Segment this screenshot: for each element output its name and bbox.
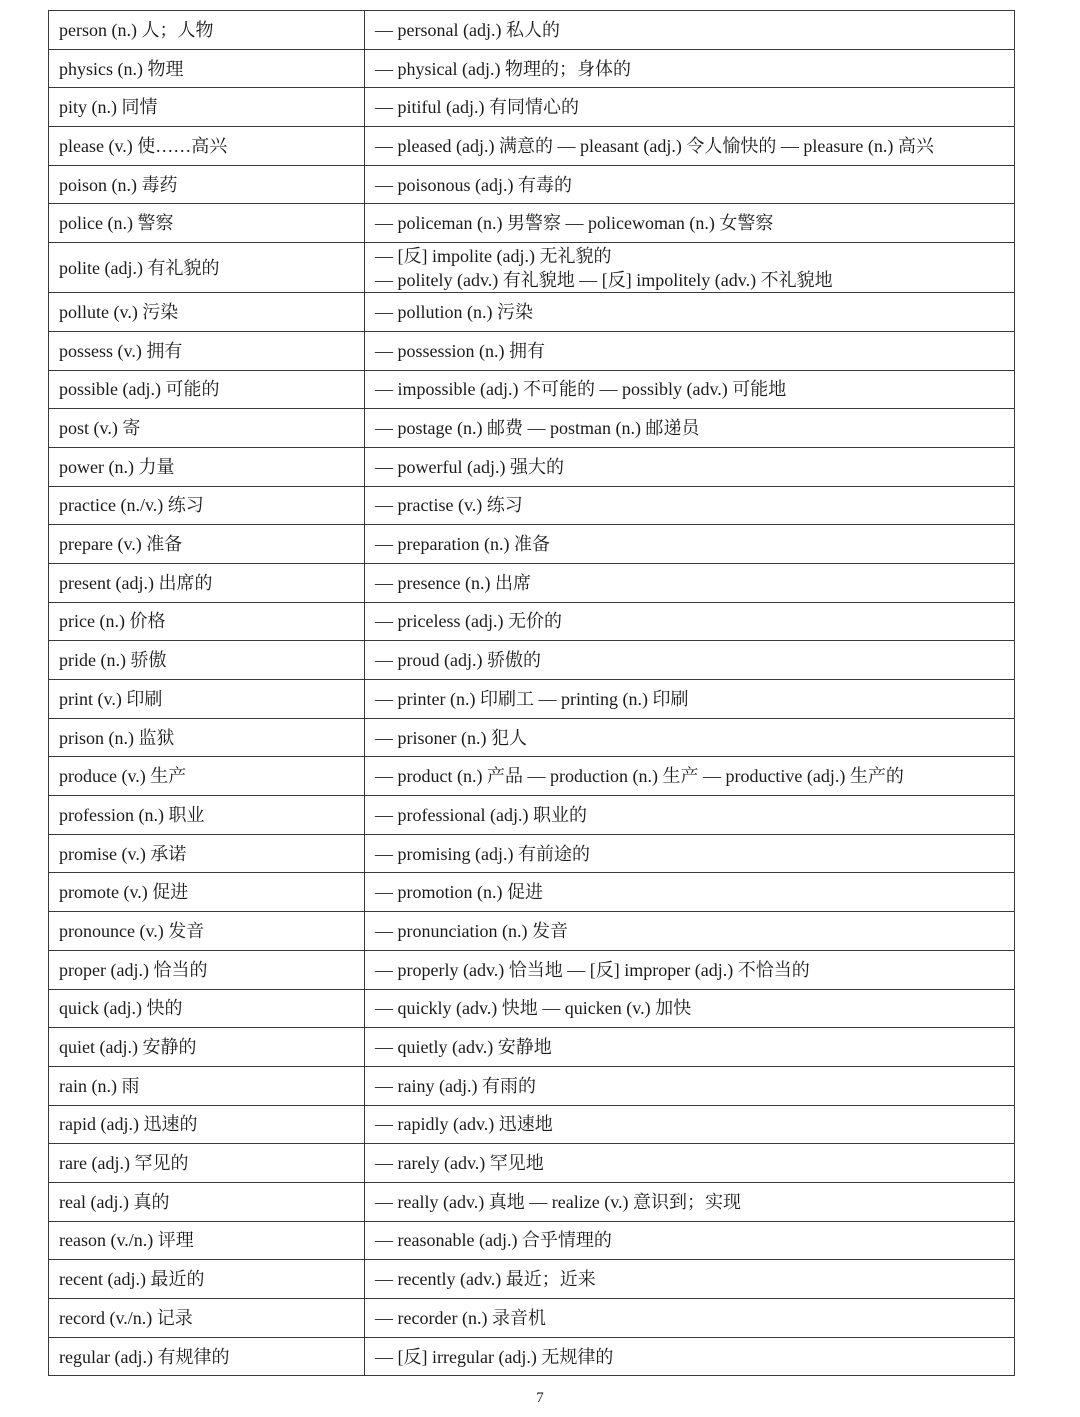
derivative-line: — quickly (adv.) 快地 — quicken (v.) 加快 [375,998,692,1019]
derivatives-cell [365,486,1015,525]
headword-cell: pronounce (v.) 发音 [49,912,365,951]
headword-cell: reason (v./n.) 评理 [49,1221,365,1260]
derivatives-cell [365,912,1015,951]
derivatives-cell [365,165,1015,204]
headword-cell: poison (n.) 毒药 [49,165,365,204]
table-row [49,1182,1015,1221]
derivative-line: — rainy (adj.) 有雨的 [375,1075,536,1096]
headword-cell: price (n.) 价格 [49,602,365,641]
table-row [49,873,1015,912]
derivatives-cell [365,834,1015,873]
headword-cell: pity (n.) 同情 [49,88,365,127]
table-row [49,912,1015,951]
derivatives-cell [365,204,1015,243]
table-row [49,447,1015,486]
derivative-line: — professional (adj.) 职业的 [375,804,587,825]
table-row [49,409,1015,448]
derivatives-cell [365,1144,1015,1183]
derivatives-cell [365,49,1015,88]
derivative-line: — properly (adv.) 恰当地 — [反] improper (adj.) 不恰当的 [375,959,810,980]
derivative-line: — pleased (adj.) 满意的 — pleasant (adj.) 令人愉快的 — pleasure (n.) 高兴 [375,135,934,156]
derivatives-cell [365,680,1015,719]
table-row [49,757,1015,796]
table-row [49,641,1015,680]
derivatives-cell [365,447,1015,486]
table-row [49,680,1015,719]
table-row [49,11,1015,50]
derivative-line: — pollution (n.) 污染 [375,301,533,322]
table-row [49,834,1015,873]
table-row [49,1299,1015,1338]
headword-cell: power (n.) 力量 [49,447,365,486]
derivative-line: — product (n.) 产品 — production (n.) 生产 — productive (adj.) 生产的 [375,766,904,787]
derivatives-cell [365,1299,1015,1338]
headword-cell: person (n.) 人；人物 [49,11,365,50]
table-row [49,796,1015,835]
derivatives-cell [365,370,1015,409]
derivative-line: — really (adv.) 真地 — realize (v.) 意识到；实现 [375,1191,742,1212]
derivatives-cell [365,950,1015,989]
headword-cell: present (adj.) 出席的 [49,563,365,602]
derivatives-cell [365,1105,1015,1144]
derivatives-cell [365,127,1015,166]
derivative-line: — promising (adj.) 有前途的 [375,843,590,864]
headword-cell: police (n.) 警察 [49,204,365,243]
derivatives-cell [365,1182,1015,1221]
table-row [49,486,1015,525]
derivative-line: — recently (adv.) 最近；近来 [375,1269,596,1290]
headword-cell: rapid (adj.) 迅速的 [49,1105,365,1144]
headword-cell: possible (adj.) 可能的 [49,370,365,409]
derivatives-cell [365,293,1015,332]
table-row [49,331,1015,370]
derivative-line: — possession (n.) 拥有 [375,340,545,361]
vocabulary-table-body [49,11,1015,1376]
derivatives-cell [365,1337,1015,1376]
derivative-line: — rapidly (adv.) 迅速地 [375,1114,553,1135]
derivatives-cell [365,796,1015,835]
derivative-line: — [反] irregular (adj.) 无规律的 [375,1346,614,1367]
headword-cell: record (v./n.) 记录 [49,1299,365,1338]
derivatives-cell [365,1221,1015,1260]
derivative-line: — pitiful (adj.) 有同情心的 [375,97,579,118]
table-row [49,602,1015,641]
derivatives-cell [365,1028,1015,1067]
headword-cell: recent (adj.) 最近的 [49,1260,365,1299]
headword-cell: practice (n./v.) 练习 [49,486,365,525]
headword-cell: pollute (v.) 污染 [49,293,365,332]
headword-cell: profession (n.) 职业 [49,796,365,835]
headword-cell: please (v.) 使……高兴 [49,127,365,166]
table-row [49,950,1015,989]
headword-cell: pride (n.) 骄傲 [49,641,365,680]
derivatives-cell [365,641,1015,680]
headword-cell: real (adj.) 真的 [49,1182,365,1221]
table-row [49,49,1015,88]
table-row [49,243,1015,293]
table-row [49,525,1015,564]
derivative-line: — rarely (adv.) 罕见地 [375,1153,544,1174]
headword-cell: quick (adj.) 快的 [49,989,365,1028]
derivative-line: — quietly (adv.) 安静地 [375,1037,552,1058]
headword-cell: quiet (adj.) 安静的 [49,1028,365,1067]
headword-cell: prison (n.) 监狱 [49,718,365,757]
headword-cell: physics (n.) 物理 [49,49,365,88]
derivatives-cell [365,563,1015,602]
derivative-line: — prisoner (n.) 犯人 [375,727,527,748]
table-row [49,1221,1015,1260]
derivative-line: — poisonous (adj.) 有毒的 [375,174,572,195]
derivatives-cell [365,243,1015,293]
table-row [49,1105,1015,1144]
derivative-line: — policeman (n.) 男警察 — policewoman (n.) 女警察 [375,213,774,234]
table-row [49,88,1015,127]
headword-cell: promote (v.) 促进 [49,873,365,912]
derivatives-cell [365,757,1015,796]
table-row [49,370,1015,409]
derivatives-cell [365,602,1015,641]
derivative-line: — promotion (n.) 促进 [375,882,543,903]
derivative-line: — proud (adj.) 骄傲的 [375,650,541,671]
headword-cell: post (v.) 寄 [49,409,365,448]
table-row [49,989,1015,1028]
headword-cell: produce (v.) 生产 [49,757,365,796]
derivatives-cell [365,11,1015,50]
table-row [49,1260,1015,1299]
headword-cell: promise (v.) 承诺 [49,834,365,873]
derivative-line: — powerful (adj.) 强大的 [375,456,564,477]
derivative-line: — practise (v.) 练习 [375,495,523,516]
page-number: 7 [536,1390,544,1406]
derivative-line: — priceless (adj.) 无价的 [375,611,562,632]
derivative-line: — preparation (n.) 准备 [375,534,550,555]
derivatives-cell [365,331,1015,370]
headword-cell: prepare (v.) 准备 [49,525,365,564]
derivative-line: — printer (n.) 印刷工 — printing (n.) 印刷 [375,688,689,709]
headword-cell: regular (adj.) 有规律的 [49,1337,365,1376]
table-row [49,1066,1015,1105]
table-row [49,1028,1015,1067]
derivative-line: — pronunciation (n.) 发音 [375,920,568,941]
derivative-line: — personal (adj.) 私人的 [375,19,560,40]
headword-cell: rain (n.) 雨 [49,1066,365,1105]
derivatives-cell [365,718,1015,757]
headword-cell: proper (adj.) 恰当的 [49,950,365,989]
derivative-line: — postage (n.) 邮费 — postman (n.) 邮递员 [375,418,700,439]
headword-cell: rare (adj.) 罕见的 [49,1144,365,1183]
table-row [49,718,1015,757]
derivative-line: — physical (adj.) 物理的；身体的 [375,58,631,79]
derivatives-cell [365,989,1015,1028]
table-row [49,127,1015,166]
derivatives-cell [365,409,1015,448]
derivative-line: — presence (n.) 出席 [375,572,531,593]
table-row [49,204,1015,243]
derivative-line: — impossible (adj.) 不可能的 — possibly (adv.) 可能地 [375,379,787,400]
headword-cell: possess (v.) 拥有 [49,331,365,370]
vocabulary-table [48,10,1015,1376]
derivatives-cell [365,525,1015,564]
derivative-line: — reasonable (adj.) 合乎情理的 [375,1230,612,1251]
headword-cell: print (v.) 印刷 [49,680,365,719]
derivatives-cell [365,873,1015,912]
table-row [49,1144,1015,1183]
derivatives-cell [365,1066,1015,1105]
derivative-line: — recorder (n.) 录音机 [375,1307,546,1328]
derivatives-cell [365,88,1015,127]
table-row [49,293,1015,332]
table-row [49,563,1015,602]
derivatives-cell [365,1260,1015,1299]
table-row [49,165,1015,204]
derivative-line: — politely (adv.) 有礼貌地 — [反] impolitely (adv.) 不礼貌地 [375,269,833,290]
derivative-line: — [反] impolite (adj.) 无礼貌的 [375,245,612,266]
headword-cell: polite (adj.) 有礼貌的 [49,243,365,293]
table-row [49,1337,1015,1376]
